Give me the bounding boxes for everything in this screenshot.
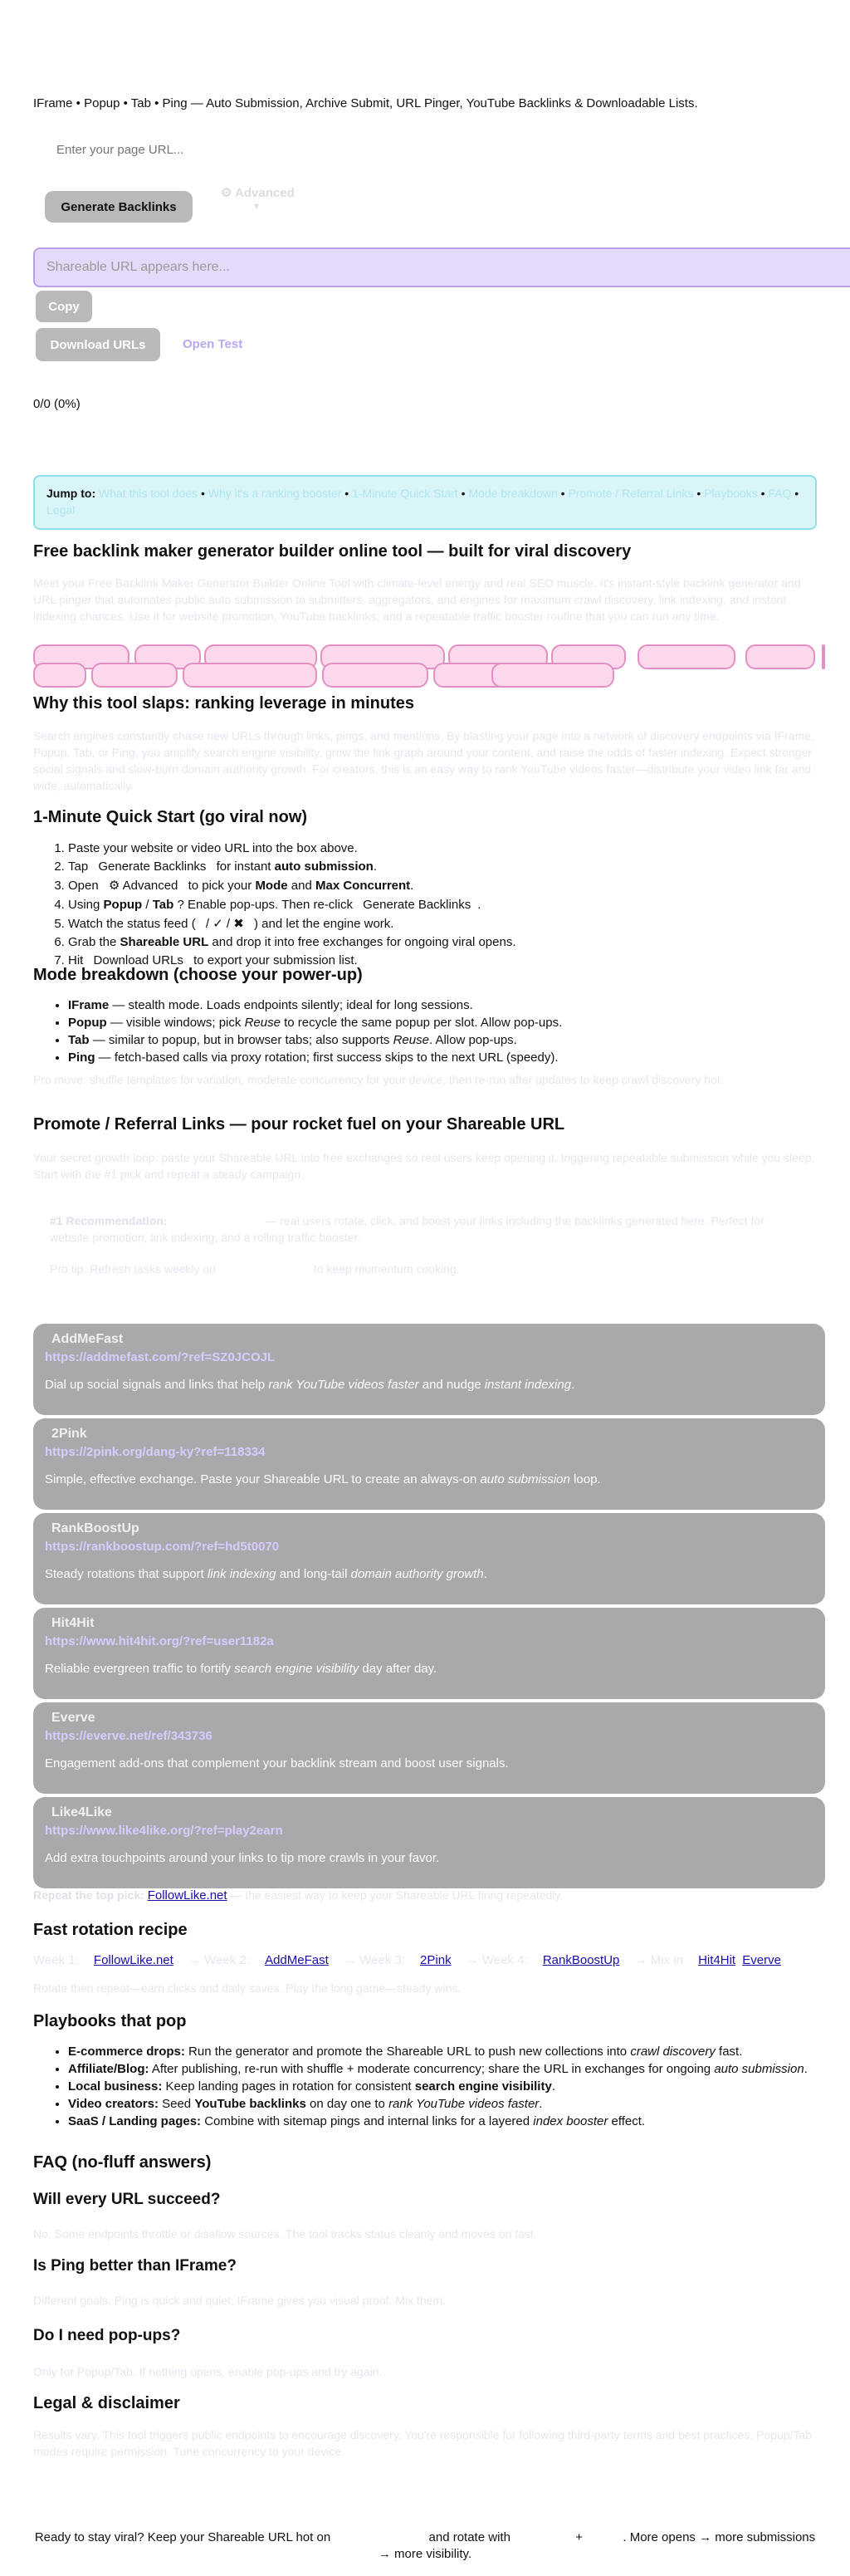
jump-separator: • (760, 487, 765, 500)
mode-desc2: to recycle the same popup per slot. Allow pop-ups. (280, 1016, 563, 1030)
tag-pill[interactable] (638, 644, 735, 669)
download-urls-button[interactable]: Download URLs (36, 328, 160, 361)
step-text: to pick your (188, 879, 252, 893)
inline-control-label: ⚙ Advanced (108, 879, 178, 893)
playbook-em: crawl discovery (630, 2045, 716, 2059)
copy-button[interactable]: Copy (36, 291, 92, 322)
card-link[interactable]: https://2pink.org/dang-ky?ref=118334 (45, 1445, 266, 1460)
step-text: to export your submission list. (193, 953, 358, 967)
fast-title: Fast rotation recipe (33, 1921, 188, 1939)
jump-link[interactable]: FAQ (768, 487, 792, 500)
step-emphasis: Popup (103, 898, 143, 912)
jump-link[interactable]: Mode breakdown (468, 487, 558, 500)
playbook-desc2: . (804, 2062, 808, 2076)
recipe-line (33, 1952, 817, 1969)
inline-control-label: Generate Backlinks (98, 859, 207, 874)
playbook-em: index booster (533, 2114, 608, 2128)
step-text: . (410, 879, 414, 893)
jump-separator: • (696, 487, 701, 500)
card-name: RankBoostUp (51, 1521, 139, 1535)
quick-step (68, 895, 516, 914)
tag-pill[interactable] (183, 663, 317, 688)
playbooks-title: Playbooks that pop (33, 2012, 187, 2030)
step-text: . (477, 898, 481, 912)
card-desc-em: auto submission (480, 1472, 570, 1487)
tag-pill[interactable] (91, 663, 178, 688)
jump-link[interactable]: What this tool does (99, 487, 198, 500)
intro-text: Meet your Free Backlink Maker Generator Builder Online Tool with climate-level energy and real SEO muscle. It's instant-style backlink generator and URL pinger that automates public auto submission to submitters, aggregators, and engines for maximum crawl discovery, link indexing, and instant indexing chances. Use it for website promotion, YouTube backlinks, and a repeatable traffic booster routine that you can run any time. (33, 576, 801, 623)
mode-name: IFrame (68, 998, 110, 1012)
playbooks-list (33, 2043, 822, 2130)
recipe-link-followlike[interactable]: FollowLike.net (93, 1953, 173, 1967)
recipe-note: Rotate then repeat—earn clicks and daily saves. Play the long game—steady wins. (33, 1981, 462, 1995)
repeat-text: — the easiest way to keep your Shareable URL firing repeatedly. (230, 1888, 564, 1902)
faq-a2: Different goals. Ping is quick and quiet; IFrame gives you visual proof. Mix them. (33, 2294, 446, 2307)
playbook-bold: YouTube backlinks (194, 2097, 306, 2111)
footer-text-a: Ready to stay viral? Keep your Shareable URL hot on (34, 2530, 331, 2544)
step-text: ? Enable pop-ups. Then re-click (177, 898, 353, 912)
modes-tip: Pro move: shuffle templates for variation, moderate concurrency for your device, then re-run after updates to keep crawl discovery hot. (33, 1073, 724, 1086)
referral-card[interactable] (33, 1797, 825, 1888)
generate-backlinks-button[interactable]: Generate Backlinks (45, 191, 193, 223)
mode-item (68, 1014, 562, 1031)
modes-title: Mode breakdown (choose your power-up) (33, 966, 363, 984)
card-name: Like4Like (51, 1805, 112, 1819)
referral-card[interactable] (33, 1324, 825, 1415)
playbook-desc2: . (551, 2079, 555, 2094)
step-text: Hit (68, 953, 84, 967)
card-desc-text: and long-tail (279, 1567, 348, 1582)
footer-text-c: + (575, 2530, 584, 2544)
mode-name: Tab (68, 1033, 90, 1047)
recommend-label: #1 Recommendation: (50, 1214, 168, 1227)
card-desc (45, 1565, 813, 1583)
card-desc-em: rank YouTube videos faster (268, 1378, 419, 1393)
card-name: 2Pink (51, 1427, 87, 1441)
intro-title: Free backlink maker generator builder online tool — built for viral discovery (33, 542, 632, 561)
faq-a3: Only for Popup/Tab. If nothing opens, enable pop-ups and try again. (33, 2365, 383, 2378)
jump-link[interactable]: 1-Minute Quick Start (352, 487, 458, 500)
inline-control-label: Download URLs (93, 953, 183, 967)
jump-link[interactable]: Legal (46, 503, 76, 517)
tag-pill[interactable] (822, 644, 825, 669)
referral-card[interactable] (33, 1608, 825, 1699)
playbook-desc2: on day one to (305, 2097, 385, 2111)
card-name: Hit4Hit (51, 1616, 95, 1630)
playbook-name: SaaS / Landing pages: (68, 2114, 202, 2128)
recipe-week: → Week 2: (188, 1953, 250, 1967)
playbook-item (68, 2060, 822, 2078)
mode-item (68, 997, 562, 1014)
mode-em: Reuse (393, 1033, 429, 1047)
step-text: Paste your website or video URL into the box above. (68, 841, 358, 855)
jump-link[interactable]: Promote / Referral Links (568, 487, 694, 500)
tag-pill[interactable] (745, 644, 815, 669)
mode-em: Reuse (244, 1016, 281, 1030)
quick-step (68, 840, 516, 857)
step-emphasis: Tab (152, 898, 174, 912)
step-text: Open (68, 879, 99, 893)
card-link[interactable]: https://rankboostup.com/?ref=hd5t0070 (45, 1540, 280, 1555)
step-text: Using (68, 898, 100, 912)
jump-separator: • (461, 487, 466, 500)
card-name: AddMeFast (51, 1332, 124, 1346)
recipe-link-rankboostup[interactable]: RankBoostUp (542, 1953, 620, 1967)
jump-link[interactable]: Playbooks (704, 487, 758, 500)
refresh-tip-a: Pro tip: Refresh tasks weekly on (50, 1262, 216, 1276)
referral-card[interactable] (33, 1513, 825, 1604)
card-link[interactable]: https://www.hit4hit.org/?ref=user1182a (45, 1634, 274, 1649)
legal-text: Results vary. This tool triggers public endpoints to encourage discovery. You're responsible for following third-party terms and best practices. Popup/Tab modes require permission. Tune concurrency to your device. (33, 2428, 813, 2458)
playbook-item (68, 2095, 822, 2113)
refresh-tip (50, 1261, 797, 1277)
recipe-link-2pink[interactable]: 2Pink (420, 1953, 452, 1967)
playbook-item (68, 2078, 822, 2095)
step-emphasis: Mode (255, 879, 288, 893)
card-desc-text: Dial up social signals and links that help (45, 1378, 266, 1393)
step-text: and drop it into free exchanges for ongoing viral opens. (212, 935, 516, 949)
jump-label: Jump to: (46, 487, 96, 500)
playbook-desc: Seed (162, 2097, 192, 2111)
quick-step (68, 914, 516, 933)
mode-item (68, 1031, 562, 1049)
mode-name: Popup (68, 1016, 107, 1030)
recipe-week: → Mix in (634, 1953, 683, 1967)
card-link[interactable]: https://everve.net/ref/343736 (45, 1729, 212, 1744)
inline-control-label: Generate Backlinks (363, 898, 471, 912)
playbook-name: E-commerce drops: (68, 2045, 185, 2059)
promote-title: Promote / Referral Links — pour rocket fuel on your Shareable URL (33, 1115, 565, 1134)
chevron-down-icon[interactable]: ▾ (254, 200, 260, 212)
playbook-em: rank YouTube videos faster (388, 2097, 540, 2111)
card-desc-em: search engine visibility (234, 1662, 359, 1677)
jump-separator: • (200, 487, 205, 500)
footer-cta (33, 2529, 817, 2563)
mode-desc: — stealth mode. Loads endpoints silently; ideal for long sessions. (112, 998, 473, 1012)
playbook-desc: After publishing, re-run with shuffle + moderate concurrency; share the URL in exchanges for ongoing (151, 2062, 711, 2076)
card-desc-text: Steady rotations that support (45, 1567, 204, 1582)
faq-title: FAQ (no-fluff answers) (33, 2153, 212, 2172)
step-text: / (145, 898, 149, 912)
playbook-name: Local business: (68, 2079, 163, 2094)
card-desc-text: day after day. (362, 1662, 437, 1677)
playbook-bold: search engine visibility (414, 2079, 552, 2094)
quick-title: 1-Minute Quick Start (go viral now) (33, 808, 308, 826)
mode-desc: — similar to popup, but in browser tabs; also supports (92, 1033, 390, 1047)
card-desc-em: domain authority growth (350, 1567, 484, 1582)
faq-a1: No. Some endpoints throttle or disallow sources. The tool tracks status cleanly and moves on fast. (33, 2227, 537, 2241)
step-emphasis: Shareable URL (120, 935, 209, 949)
footer-text-b: and rotate with (428, 2530, 510, 2544)
shareable-url-placeholder: Shareable URL appears here... (46, 259, 230, 274)
quick-step (68, 933, 516, 951)
jump-separator: • (560, 487, 565, 500)
faq-q3: Do I need pop-ups? (33, 2327, 181, 2344)
card-desc-text: . (483, 1567, 487, 1582)
card-desc (45, 1755, 813, 1772)
step-text: Grab the (68, 935, 117, 949)
card-desc-text: Add extra touchpoints around your links to tip more crawls in your favor. (45, 1851, 440, 1866)
repeat-line (33, 1887, 817, 1904)
url-input[interactable] (33, 133, 432, 166)
jump-link[interactable]: Why it's a ranking booster (208, 487, 342, 500)
playbook-item (68, 2043, 822, 2060)
open-test-link[interactable]: Open Test (183, 337, 243, 351)
recipe-link-everve[interactable]: Everve (742, 1953, 781, 1967)
step-text: ) and let the engine work. (254, 917, 394, 931)
playbook-desc: Run the generator and promote the Shareable URL to push new collections into (188, 2045, 628, 2059)
tag-pill[interactable] (33, 663, 86, 688)
modes-list (33, 997, 562, 1066)
mode-desc: — visible windows; pick (110, 1016, 242, 1030)
refresh-tip-b: to keep momentum cooking. (313, 1262, 460, 1276)
playbook-em: auto submission (714, 2062, 804, 2076)
recipe-week: → Week 3: (343, 1953, 405, 1967)
playbook-desc2: fast. (715, 2045, 743, 2059)
jump-separator: • (794, 487, 799, 500)
playbook-desc2: effect. (608, 2114, 646, 2128)
playbook-name: Video creators: (68, 2097, 159, 2111)
step-text: and (291, 879, 312, 893)
faq-q2: Is Ping better than IFrame? (33, 2257, 237, 2275)
recipe-week: → Week 4: (466, 1953, 528, 1967)
playbook-item (68, 2113, 822, 2130)
card-name: Everve (51, 1711, 95, 1725)
repeat-link[interactable]: FollowLike.net (147, 1888, 227, 1903)
tag-pill[interactable] (491, 663, 614, 688)
playbook-name: Affiliate/Blog: (68, 2062, 149, 2076)
recommend-text: — real users rotate, click, and boost your links including the backlinks generated here. Perfect for website promotion, link indexing, and a rolling traffic booster. (50, 1214, 765, 1244)
mode-name: Ping (68, 1050, 95, 1065)
footer-text-d: . More opens → more submissions → more visibility. (378, 2530, 816, 2561)
inline-control-label: / ✓ / ✖ (205, 917, 244, 931)
card-desc-text: Engagement add-ons that complement your backlink stream and boost user signals. (45, 1756, 509, 1771)
card-link[interactable]: https://www.like4like.org/?ref=play2earn (45, 1824, 283, 1839)
quick-step (68, 857, 516, 876)
advanced-toggle[interactable]: ⚙ Advanced (221, 186, 295, 200)
why-text: Search engines constantly chase new URLs through links, pings, and mentions. By blasting your page into a network of discovery endpoints via IFrame, Popup, Tab, or Ping, you amplify search engine visibility, grow the link graph around your content, and raise the odds of faster indexing. Expect stronger social signals and slow-burn domain authority growth. For creators, this is an easy way to rank YouTube videos faster—distribute your video link far and wide, automatically. (33, 729, 814, 792)
card-desc-text: Simple, effective exchange. Paste your Shareable URL to create an always-on (45, 1472, 477, 1487)
tagline: IFrame • Popup • Tab • Ping — Auto Submission, Archive Submit, URL Pinger, YouTube Backlinks & Downloadable Lists. (33, 96, 698, 110)
step-emphasis: Max Concurrent (315, 879, 411, 893)
card-desc-text: Reliable evergreen traffic to fortify (45, 1662, 231, 1677)
recipe-link-hit4hit[interactable]: Hit4Hit (698, 1953, 736, 1967)
why-title: Why this tool slaps: ranking leverage in minutes (33, 694, 414, 713)
referral-card[interactable] (33, 1418, 825, 1510)
mode-item (68, 1049, 562, 1066)
card-desc-em: instant indexing (484, 1378, 572, 1393)
step-text: Watch the status feed ( (68, 917, 196, 931)
card-desc (45, 1660, 813, 1677)
mode-desc: — fetch-based calls via proxy rotation; first success skips to the next URL (speedy). (98, 1050, 559, 1065)
recommend-box (33, 1212, 817, 1246)
faq-q1: Will every URL succeed? (33, 2191, 221, 2208)
step-text: for instant (216, 859, 271, 874)
progress-status: 0/0 (0%) (33, 397, 81, 411)
tag-pill[interactable] (322, 663, 428, 688)
step-text: Tap (68, 859, 89, 874)
recipe-link-addmefast[interactable]: AddMeFast (265, 1953, 329, 1967)
step-emphasis: auto submission (274, 859, 374, 874)
card-desc (45, 1376, 813, 1393)
card-desc-em: link indexing (207, 1567, 276, 1582)
card-link[interactable]: https://addmefast.com/?ref=SZ0JCOJL (45, 1350, 276, 1365)
jump-separator: • (344, 487, 349, 500)
step-text: . (373, 859, 378, 874)
recipe-week: Week 1: (33, 1953, 79, 1967)
card-desc-text: and nudge (422, 1378, 481, 1393)
legal-title: Legal & disclaimer (33, 2394, 180, 2412)
promote-text: Your secret growth loop: paste your Shareable URL into free exchanges so real users keep opening it, triggering repeatable submission while you sleep. Start with the #1 pick and repeat a steady campaign. (33, 1151, 815, 1181)
playbook-desc: Keep landing pages in rotation for consistent (165, 2079, 412, 2094)
card-desc (45, 1471, 813, 1488)
card-desc-text: . (571, 1378, 575, 1393)
playbook-desc3: . (539, 2097, 543, 2111)
referral-card[interactable] (33, 1702, 825, 1794)
card-desc (45, 1849, 813, 1867)
repeat-label: Repeat the top pick: (33, 1888, 144, 1902)
mode-desc2: . Allow pop-ups. (428, 1033, 517, 1047)
quick-steps-list (33, 840, 516, 970)
shareable-url-field[interactable] (33, 247, 850, 287)
playbook-desc: Combine with sitemap pings and internal links for a layered (204, 2114, 530, 2128)
quick-step (68, 876, 516, 895)
jump-to-nav (33, 475, 817, 530)
card-desc-text: loop. (574, 1472, 601, 1487)
